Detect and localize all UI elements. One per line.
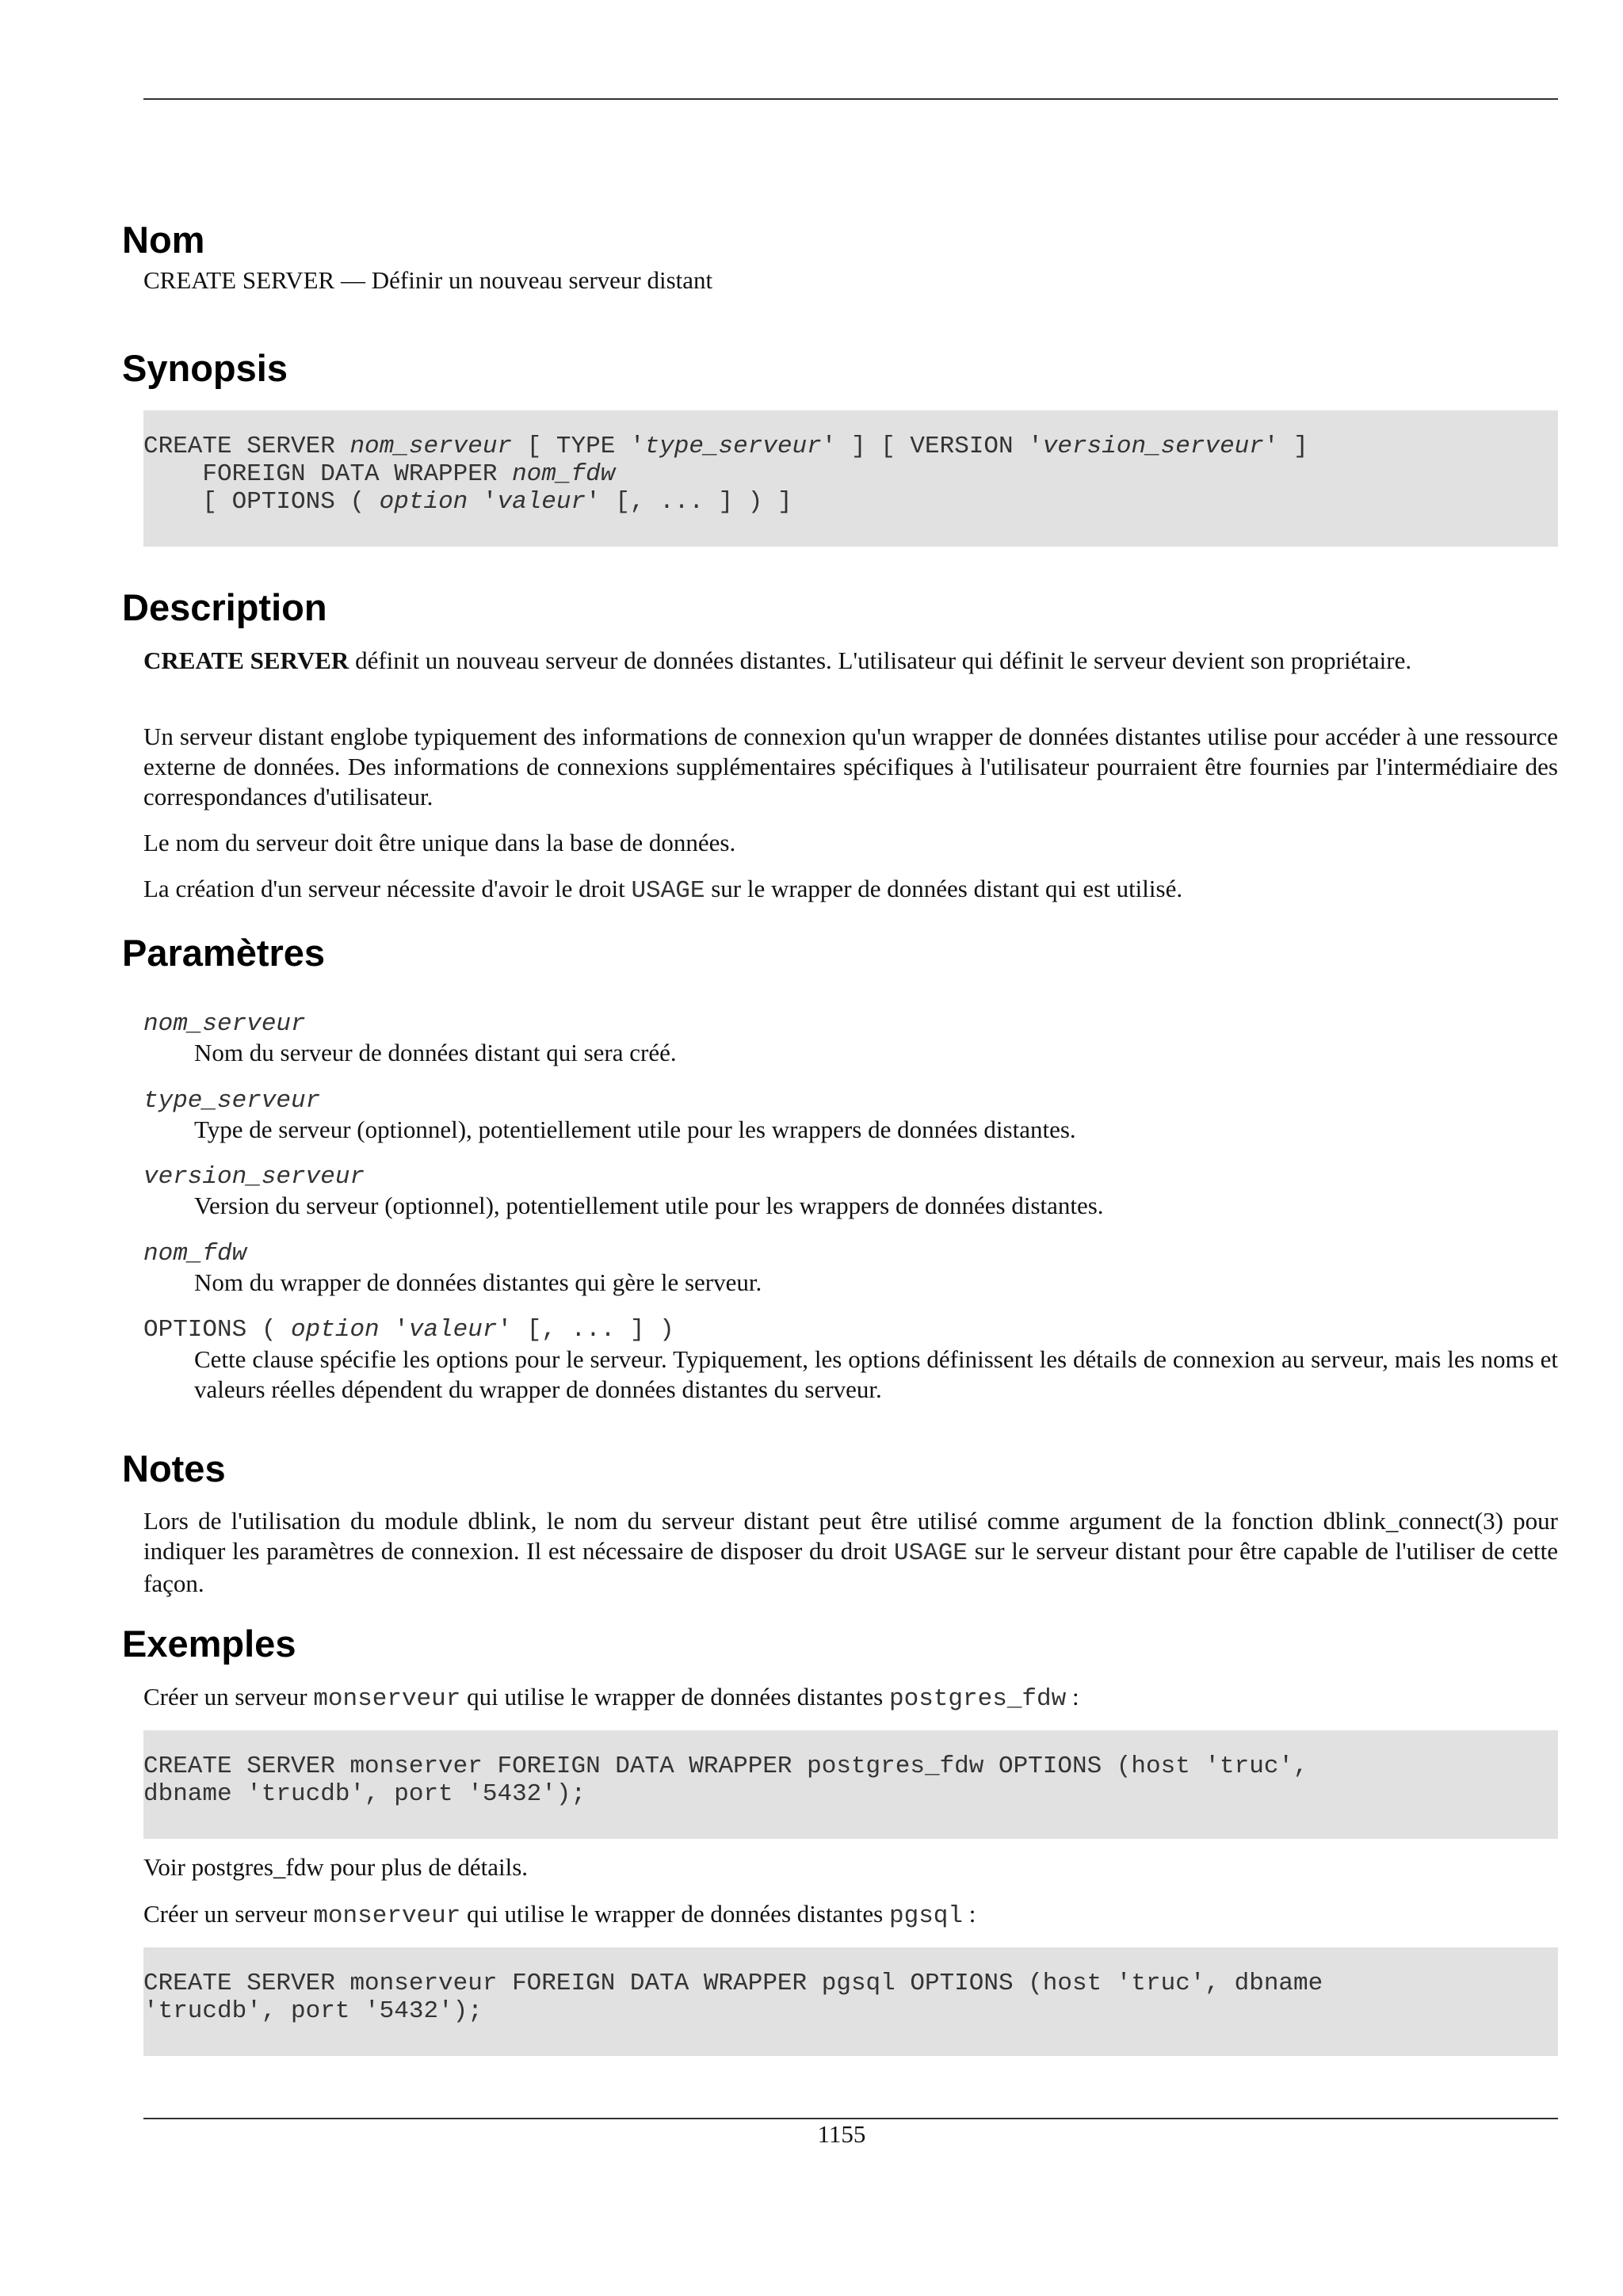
code-param: nom_fdw [512,460,616,488]
param-term: version_serveur [143,1163,365,1191]
param-term: type_serveur [143,1087,321,1115]
code-text: ' ] [ VERSION ' [821,433,1043,460]
code-text: ' [379,1316,409,1344]
header-rule [143,98,1558,100]
code-text: ' [, ... ] ) [497,1316,674,1344]
exemples-paragraph-3 [143,1899,1558,1932]
paragraph-text: qui utilise le wrapper de données distantes [460,1683,889,1711]
description-paragraph-4 [143,874,1558,906]
synopsis-code-block [143,410,1558,547]
description-paragraph-3: Le nom du serveur doit être unique dans la base de données. [143,829,736,856]
code-param: option [291,1316,380,1344]
exemples-paragraph-1 [143,1682,1558,1714]
param-definition: Nom du serveur de données distant qui sera créé. [194,1039,677,1066]
paragraph-text: : [1066,1683,1079,1711]
code-text: ' ] [1263,433,1308,460]
code-param: type_serveur [644,433,822,460]
section-heading-description: Description [122,586,327,628]
inline-code: USAGE [894,1539,968,1567]
param-definition: Version du serveur (optionnel), potentiellement utile pour les wrappers de données distantes. [194,1192,1104,1219]
code-param: option [379,488,468,516]
param-term: nom_fdw [143,1240,247,1268]
exemples-paragraph-2: Voir postgres_fdw pour plus de détails. [143,1853,529,1881]
nom-text: CREATE SERVER — Définir un nouveau serveur distant [143,266,713,294]
inline-code: USAGE [631,877,705,905]
code-text: [ TYPE ' [512,433,645,460]
paragraph-text: sur le serveur distant pour être capable de l'utiliser de cette façon. [143,1537,1558,1597]
section-heading-synopsis: Synopsis [122,347,288,389]
section-heading-parametres: Paramètres [122,932,326,974]
paragraph-text: : [963,1900,976,1928]
inline-code: monserveur [313,1685,461,1713]
code-param: valeur [408,1316,498,1344]
paragraph-text: qui utilise le wrapper de données distantes [460,1900,889,1928]
inline-code: postgres_fdw [889,1685,1067,1713]
param-definition: Type de serveur (optionnel), potentiellement utile pour les wrappers de données distantes. [194,1116,1076,1143]
code-text: OPTIONS ( [143,1316,292,1344]
description-paragraph-2: Un serveur distant englobe typiquement des informations de connexion qu'un wrapper de données distantes utilise pour accéder à une ressource externe de données. Des informations de connexions supplémentaires spécifiques à l'utilisateur pourraient être fournies par l'intermédiaire des correspondances d'utilisateur. [143,723,1558,810]
paragraph-text: sur le wrapper de données distant qui est utilisé. [705,875,1183,902]
paragraph-text: Créer un serveur [143,1900,314,1928]
code-text: FOREIGN DATA WRAPPER [143,460,513,488]
paragraph-text: La création d'un serveur nécessite d'avoir le droit [143,875,632,902]
description-paragraph-1 [143,646,1558,676]
notes-paragraph [143,1506,1558,1599]
code-param: version_serveur [1042,433,1264,460]
code-text: ' [468,488,498,516]
param-definition: Cette clause spécifie les options pour le serveur. Typiquement, les options définissent les détails de connexion au serveur, mais les noms et valeurs réelles dépendent du wrapper de données distantes du serveur. [194,1345,1558,1403]
code-text: CREATE SERVER [143,433,350,460]
param-term: nom_serveur [143,1010,306,1038]
section-heading-notes: Notes [122,1447,226,1489]
inline-code: monserveur [313,1902,461,1930]
code-param: nom_serveur [349,433,513,460]
paragraph-text: définit un nouveau serveur de données distantes. L'utilisateur qui définit le serveur devient son propriétaire. [349,646,1412,674]
code-text: ' [, ... ] ) ] [586,488,792,516]
code-param: valeur [497,488,586,516]
section-heading-exemples: Exemples [122,1623,296,1665]
paragraph-text: Lors de l'utilisation du module dblink, le nom du serveur distant peut être utilisé comme argument de la fonction dblink_connect(3) pour indiquer les paramètres de connexion. Il est nécessaire de disposer du droit [143,1507,1558,1565]
page-number: 1155 [817,2120,866,2148]
param-definition: Nom du wrapper de données distantes qui gère le serveur. [194,1268,762,1296]
example-code-block-2: CREATE SERVER monserveur FOREIGN DATA WRAPPER pgsql OPTIONS (host 'truc', dbname 'trucdb', port '5432'); [143,1947,1558,2056]
paragraph-text: Créer un serveur [143,1683,314,1711]
footer-rule [143,2118,1558,2119]
section-heading-nom: Nom [122,219,205,261]
inline-code: pgsql [889,1902,964,1930]
command-name: CREATE SERVER [143,646,349,674]
param-term-options [143,1316,674,1344]
code-text: [ OPTIONS ( [143,488,380,516]
example-code-block-1: CREATE SERVER monserver FOREIGN DATA WRAPPER postgres_fdw OPTIONS (host 'truc', dbname 'trucdb', port '5432'); [143,1730,1558,1839]
